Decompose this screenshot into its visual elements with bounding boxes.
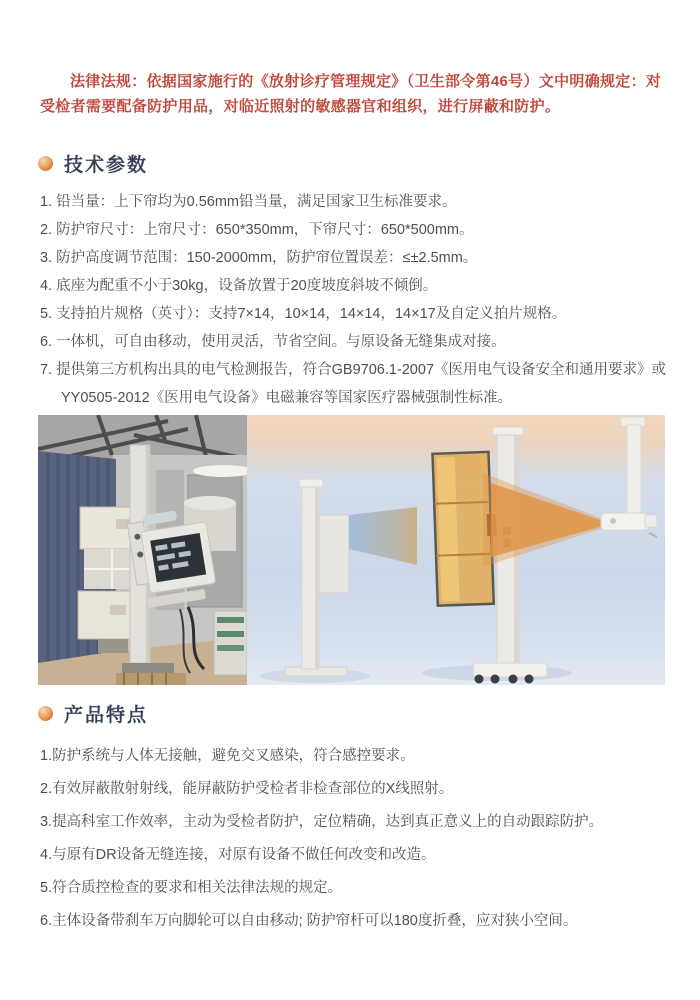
wheeled-base: [473, 663, 547, 677]
supply-cart: [214, 611, 247, 675]
tech-spec-item: 7. 提供第三方机构出具的电气检测报告，符合GB9706.1-2007《医用电气设备安全和通用要求》或YY0505-2012《医用电气设备》电磁兼容等国家医疗器械强制性标准。: [40, 362, 667, 406]
tech-spec-item: 6. 一体机，可自由移动，使用灵活，节省空间。与原设备无缝集成对接。: [40, 334, 506, 350]
tech-spec-item: 4. 底座为配重不小于30kg，设备放置于20度坡度斜坡不倾倒。: [40, 278, 438, 294]
feature-item: 3.提高科室工作效率，主动为受检者防护，定位精确，达到真正意义上的自动跟踪防护。: [40, 814, 604, 830]
tech-section-header: [38, 150, 148, 177]
radiology-room-photo: [38, 415, 247, 685]
tech-section-title: 技术参数: [64, 155, 149, 176]
features-section-header: [38, 700, 148, 727]
tech-spec-item: 1. 铅当量：上下帘均为0.56mm铅当量，满足国家卫生标准要求。: [40, 194, 457, 210]
tech-spec-item: 2. 防护帘尺寸：上帘尺寸：650*350mm，下帘尺寸：650*500mm。: [40, 222, 474, 238]
feature-item: 4.与原有DR设备无缝连接，对原有设备不做任何改变和改造。: [40, 847, 436, 863]
feature-item: 6.主体设备带刹车万向脚轮可以自由移动; 防护帘杆可以180度折叠，应对狭小空间。: [40, 913, 578, 929]
feature-item: 2.有效屏蔽散射射线，能屏蔽防护受检者非检查部位的X线照射。: [40, 781, 454, 797]
tech-spec-item: 5. 支持拍片规格（英寸）：支持7×14，10×14，14×14，14×17及自定义拍片规格。: [40, 306, 567, 322]
orange-sphere-bullet-icon: [38, 156, 53, 171]
xray-tube-head: [601, 513, 649, 530]
legal-notice-text: 法律法规：依据国家施行的《放射诊疗管理规定》（卫生部令第46号）文中明确规定：对受检者需要配备防护用品，对临近照射的敏感器官和组织，进行屏蔽和防护。: [40, 73, 662, 115]
detector-box: [319, 515, 349, 593]
product-figure: [38, 415, 665, 685]
features-section-title: 产品特点: [64, 705, 149, 726]
tech-spec-list: [40, 188, 666, 412]
tech-spec-item: 3. 防护高度调节范围：150-2000mm，防护帘位置误差：≤±2.5mm。: [40, 250, 478, 266]
product-features-list: [40, 740, 670, 938]
feature-item: 1.防护系统与人体无接触，避免交叉感染，符合感控要求。: [40, 748, 415, 764]
auto-tracking-protection-render: [247, 415, 665, 685]
orange-sphere-bullet-icon: [38, 706, 53, 721]
feature-item: 5.符合质控检查的要求和相关法律法规的规定。: [40, 880, 343, 896]
